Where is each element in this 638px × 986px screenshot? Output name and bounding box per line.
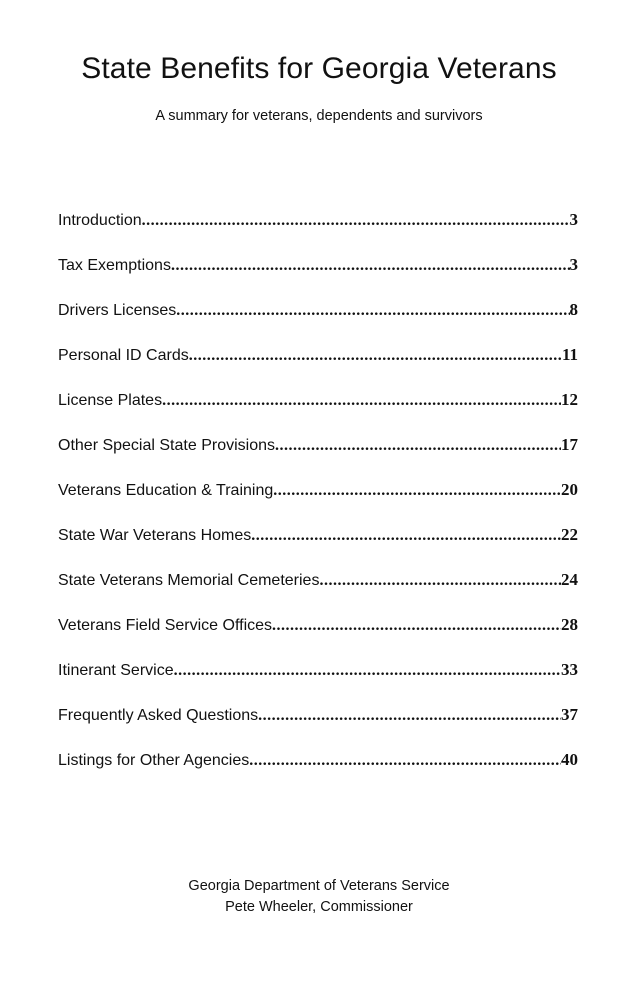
toc-page-number: 28	[561, 615, 578, 634]
toc-entry-label: Frequently Asked Questions	[58, 707, 259, 724]
toc-entry-frequently-asked-questions[interactable]	[58, 705, 578, 750]
toc-entry-itinerant-service[interactable]	[58, 660, 578, 705]
footer-department-name: Georgia Department of Veterans Service	[188, 878, 450, 894]
document-title: State Benefits for Georgia Veterans	[81, 52, 557, 85]
toc-entry-label: State War Veterans Homes	[58, 527, 252, 544]
toc-leader-dots	[319, 572, 561, 590]
toc-entry-state-war-veterans-homes[interactable]	[58, 525, 578, 570]
toc-entry-introduction[interactable]	[58, 210, 578, 255]
toc-page-number: 33	[561, 660, 578, 679]
toc-page-number: 37	[561, 705, 578, 724]
toc-entry-license-plates[interactable]	[58, 390, 578, 435]
toc-entry-label: Listings for Other Agencies	[58, 752, 250, 769]
toc-leader-dots	[249, 752, 561, 770]
toc-leader-dots	[275, 437, 561, 455]
toc-entry-drivers-licenses[interactable]	[58, 300, 578, 345]
toc-entry-label: Veterans Field Service Offices	[58, 617, 273, 634]
toc-leader-dots	[176, 302, 569, 320]
toc-entry-label: Tax Exemptions	[58, 257, 171, 274]
toc-leader-dots	[171, 257, 570, 275]
footer-commissioner-name: Pete Wheeler, Commissioner	[225, 899, 413, 915]
toc-entry-label: License Plates	[58, 392, 163, 409]
toc-page-number: 3	[569, 210, 578, 229]
table-of-contents	[58, 210, 578, 795]
toc-entry-listings-for-other-agencies[interactable]	[58, 750, 578, 795]
toc-entry-label: Veterans Education & Training	[58, 482, 274, 499]
toc-leader-dots	[174, 662, 561, 680]
toc-entry-veterans-field-service-offices[interactable]	[58, 615, 578, 660]
toc-entry-state-veterans-memorial-cemeteries[interactable]	[58, 570, 578, 615]
toc-leader-dots	[162, 392, 561, 410]
toc-entry-label: State Veterans Memorial Cemeteries	[58, 572, 320, 589]
toc-page-number: 8	[569, 300, 578, 319]
toc-leader-dots	[189, 347, 562, 365]
toc-entry-label: Personal ID Cards	[58, 347, 189, 364]
toc-page-number: 11	[561, 345, 578, 364]
toc-entry-other-special-state-provisions[interactable]	[58, 435, 578, 480]
toc-page-number: 12	[561, 390, 578, 409]
toc-entry-veterans-education-training[interactable]	[58, 480, 578, 525]
toc-entry-label: Itinerant Service	[58, 662, 174, 679]
toc-leader-dots	[258, 707, 561, 725]
toc-leader-dots	[251, 527, 561, 545]
toc-page-number: 40	[561, 750, 578, 769]
toc-page-number: 24	[561, 570, 578, 589]
document-subtitle: A summary for veterans, dependents and survivors	[155, 108, 483, 124]
toc-page-number: 17	[561, 435, 578, 454]
toc-leader-dots	[273, 482, 561, 500]
toc-page-number: 20	[561, 480, 578, 499]
toc-entry-personal-id-cards[interactable]	[58, 345, 578, 390]
toc-entry-tax-exemptions[interactable]	[58, 255, 578, 300]
toc-leader-dots	[272, 617, 561, 635]
toc-entry-label: Drivers Licenses	[58, 302, 177, 319]
toc-page-number: 3	[569, 255, 578, 274]
document-footer	[0, 876, 638, 918]
toc-entry-label: Other Special State Provisions	[58, 437, 275, 454]
toc-leader-dots	[142, 212, 570, 230]
toc-entry-label: Introduction	[58, 212, 142, 229]
toc-page-number: 22	[561, 525, 578, 544]
